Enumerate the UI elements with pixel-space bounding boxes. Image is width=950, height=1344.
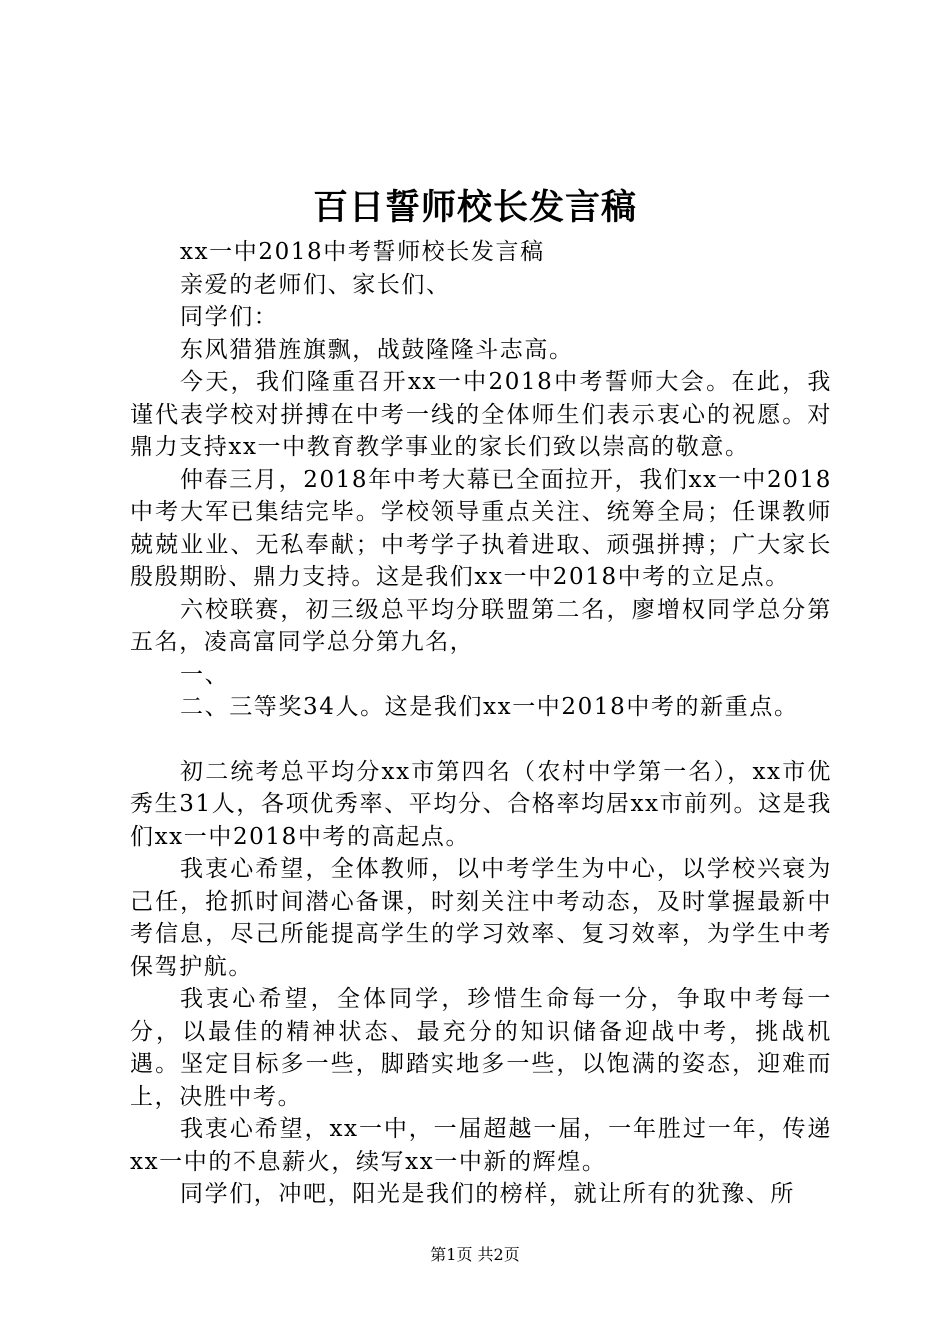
paragraph-hope-teachers: 我衷心希望，全体教师，以中考学生为中心，以学校兴衰为己任，抢抓时间潜心备课，时刻关注中考动态，及时掌握最新中考信息，尽己所能提高学生的学习效率、复习效率，为学生中考保驾护航。 (130, 856, 832, 980)
paragraph-spring: 仲春三月，2018年中考大幕已全面拉开，我们xx一中2018中考大军已集结完毕。学校领导重点关注、统筹全局；任课教师兢兢业业、无私奉献；中考学子执着进取、顽强拼搏；广大家长殷殷期盼、鼎力支持。这是我们xx一中2018中考的立足点。 (130, 466, 832, 590)
paragraph-hope-school: 我衷心希望，xx一中，一届超越一届，一年胜过一年，传递xx一中的不息薪火，续写xx一中新的辉煌。 (130, 1116, 832, 1175)
paragraph-closing: 同学们，冲吧，阳光是我们的榜样，就让所有的犹豫、所 (180, 1181, 795, 1207)
paragraph-heading: xx一中2018中考誓师校长发言稿 (180, 239, 545, 265)
paragraph-today: 今天，我们隆重召开xx一中2018中考誓师大会。在此，我谨代表学校对拼搏在中考一线的全体师生们表示衷心的祝愿。对鼎力支持xx一中教育教学事业的家长们致以崇高的敬意。 (130, 369, 832, 460)
document-body (130, 236, 832, 1211)
paragraph-salutation-2: 同学们： (180, 304, 279, 330)
paragraph-awards: 二、三等奖34人。这是我们xx一中2018中考的新重点。 (180, 694, 799, 720)
paragraph-salutation-1: 亲爱的老师们、家长们、 (180, 271, 451, 298)
paragraph-grade-two: 初二统考总平均分xx市第四名（农村中学第一名），xx市优秀生31人，各项优秀率、平均分、合格率均居xx市前列。这是我们xx一中2018中考的高起点。 (130, 758, 832, 850)
paragraph-hope-students: 我衷心希望，全体同学，珍惜生命每一分，争取中考每一分，以最佳的精神状态、最充分的知识储备迎战中考，挑战机遇。坚定目标多一些，脚踏实地多一些，以饱满的姿态，迎难而上，决胜中考。 (130, 986, 832, 1110)
paragraph-contest: 六校联赛，初三级总平均分联盟第二名，廖增权同学总分第五名，凌高富同学总分第九名， (130, 596, 832, 655)
document-title: 百日誓师校长发言稿 (312, 187, 637, 228)
paragraph-first-prize: 一、 (180, 661, 230, 688)
paragraph-opening: 东风猎猎旌旗飘，战鼓隆隆斗志高。 (180, 336, 574, 363)
page-footer: 第1页 共2页 (430, 1245, 520, 1264)
